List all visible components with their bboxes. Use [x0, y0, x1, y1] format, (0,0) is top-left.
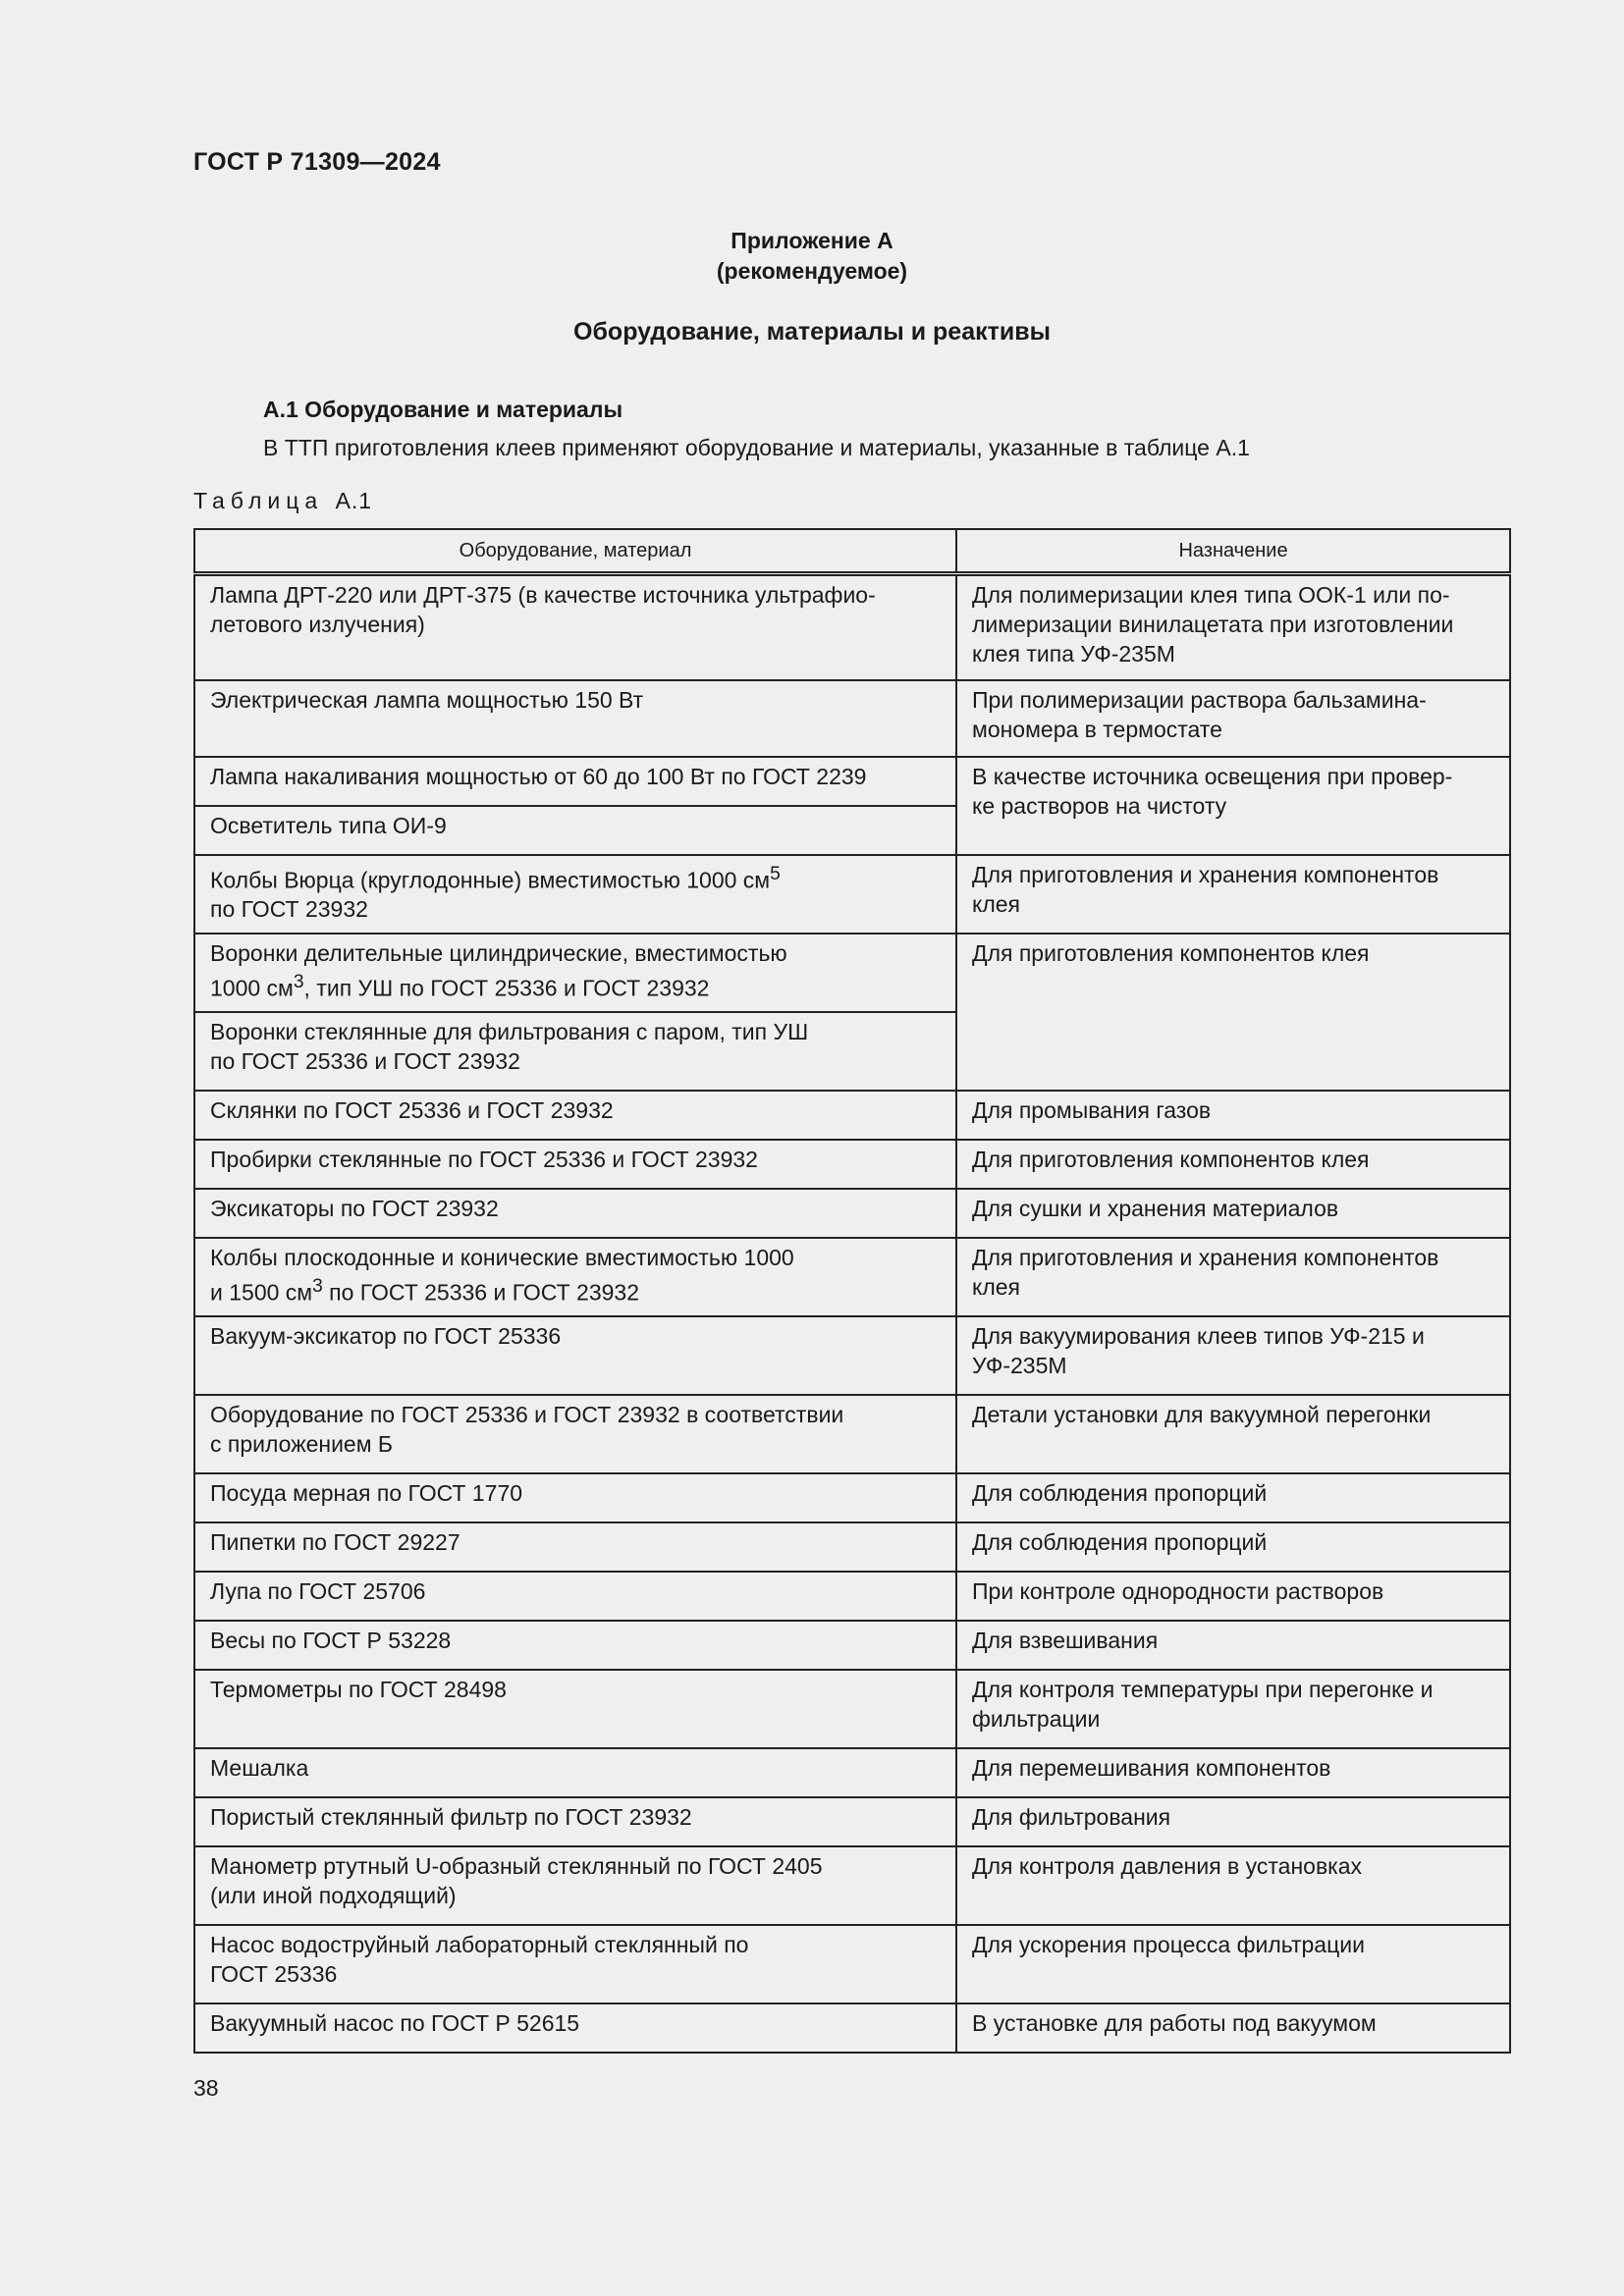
equipment-cell: Пробирки стеклянные по ГОСТ 25336 и ГОСТ 23932 [194, 1140, 956, 1189]
table-caption [193, 488, 372, 514]
equipment-cell: Насос водоструйный лабораторный стеклянный по ГОСТ 25336 [194, 1925, 956, 2003]
table-row [194, 1925, 1510, 2003]
equipment-cell: Мешалка [194, 1748, 956, 1797]
purpose-cell: Для взвешивания [956, 1621, 1510, 1670]
table-caption-word: Таблица [193, 488, 324, 513]
equipment-cell: Весы по ГОСТ Р 53228 [194, 1621, 956, 1670]
table-row [194, 1091, 1510, 1140]
equipment-text: Колбы Вюрца (круглодонные) вместимостью 1000 см [210, 867, 771, 893]
table-row [194, 934, 1510, 1012]
equipment-text-cont: по ГОСТ 25336 и ГОСТ 23932 [322, 1279, 640, 1306]
equipment-cell: Лупа по ГОСТ 25706 [194, 1572, 956, 1621]
table-row [194, 757, 1510, 806]
purpose-cell: Для контроля температуры при перегонке и фильтрации [956, 1670, 1510, 1748]
equipment-cell: Воронки стеклянные для фильтрования с паром, тип УШ по ГОСТ 25336 и ГОСТ 23932 [194, 1012, 956, 1091]
purpose-cell: Для промывания газов [956, 1091, 1510, 1140]
purpose-cell: Для перемешивания компонентов [956, 1748, 1510, 1797]
purpose-cell: При полимеризации раствора бальзамина- мономера в термостате [956, 680, 1510, 757]
table-row [194, 1670, 1510, 1748]
equipment-cell [194, 855, 956, 934]
table-row [194, 574, 1510, 680]
equipment-cell: Лампа ДРТ-220 или ДРТ-375 (в качестве источника ультрафио- летового излучения) [194, 574, 956, 680]
purpose-cell: Для контроля давления в установках [956, 1846, 1510, 1925]
purpose-cell: Для приготовления компонентов клея [956, 1140, 1510, 1189]
equipment-cell: Вакуум-эксикатор по ГОСТ 25336 [194, 1316, 956, 1395]
column-header-equipment: Оборудование, материал [194, 529, 956, 574]
table-row [194, 1797, 1510, 1846]
equipment-cell: Термометры по ГОСТ 28498 [194, 1670, 956, 1748]
table-header-row [194, 529, 1510, 574]
table-row [194, 1238, 1510, 1316]
table-row [194, 1846, 1510, 1925]
table-row [194, 855, 1510, 934]
appendix-title: Приложение А [731, 228, 893, 253]
table-caption-number: А.1 [335, 488, 373, 513]
equipment-cell [194, 934, 956, 1012]
purpose-cell: Для соблюдения пропорций [956, 1473, 1510, 1522]
subsection-title: А.1 Оборудование и материалы [263, 397, 623, 422]
superscript: 5 [770, 863, 781, 884]
equipment-text: Воронки делительные цилиндрические, вместимостью 1000 см [210, 939, 787, 1001]
appendix-subtitle: (рекомендуемое) [716, 258, 908, 284]
intro-paragraph: В ТТП приготовления клеев применяют оборудование и материалы, указанные в таблице А.1 [263, 435, 1250, 460]
table-row [194, 1140, 1510, 1189]
table-row [194, 680, 1510, 757]
table-row [194, 1748, 1510, 1797]
purpose-cell: Для приготовления и хранения компонентов клея [956, 1238, 1510, 1316]
equipment-cell: Пористый стеклянный фильтр по ГОСТ 23932 [194, 1797, 956, 1846]
purpose-cell: Для соблюдения пропорций [956, 1522, 1510, 1572]
table-row [194, 1395, 1510, 1473]
table-row [194, 1522, 1510, 1572]
equipment-cell: Манометр ртутный U-образный стеклянный по ГОСТ 2405 (или иной подходящий) [194, 1846, 956, 1925]
table-row [194, 1189, 1510, 1238]
equipment-cell: Эксикаторы по ГОСТ 23932 [194, 1189, 956, 1238]
equipment-cell: Вакуумный насос по ГОСТ Р 52615 [194, 2003, 956, 2053]
purpose-cell: Для фильтрования [956, 1797, 1510, 1846]
equipment-text-cont: , тип УШ по ГОСТ 25336 и ГОСТ 23932 [303, 975, 710, 1001]
column-header-purpose: Назначение [956, 529, 1510, 574]
section-title: Оборудование, материалы и реактивы [573, 318, 1051, 346]
equipment-cell [194, 1238, 956, 1316]
purpose-cell: Для сушки и хранения материалов [956, 1189, 1510, 1238]
appendix-heading [0, 226, 1624, 287]
table-row [194, 1316, 1510, 1395]
purpose-cell: При контроле однородности растворов [956, 1572, 1510, 1621]
purpose-cell: Для приготовления и хранения компонентов клея [956, 855, 1510, 934]
purpose-cell: Детали установки для вакуумной перегонки [956, 1395, 1510, 1473]
purpose-cell: В качестве источника освещения при провер- ке растворов на чистоту [956, 757, 1510, 855]
table-row [194, 1473, 1510, 1522]
equipment-table [193, 528, 1511, 2054]
purpose-cell: Для ускорения процесса фильтрации [956, 1925, 1510, 2003]
table-row [194, 2003, 1510, 2053]
superscript: 3 [293, 971, 304, 992]
document-code: ГОСТ Р 71309—2024 [193, 148, 441, 176]
equipment-text: Колбы плоскодонные и конические вместимостью 1000 и 1500 см [210, 1244, 794, 1306]
equipment-cell: Осветитель типа ОИ-9 [194, 806, 956, 855]
equipment-cell: Лампа накаливания мощностью от 60 до 100 Вт по ГОСТ 2239 [194, 757, 956, 806]
equipment-cell: Посуда мерная по ГОСТ 1770 [194, 1473, 956, 1522]
purpose-cell: Для полимеризации клея типа ООК-1 или по- лимеризации винилацетата при изготовлении клея типа УФ-235М [956, 574, 1510, 680]
purpose-cell: Для вакуумирования клеев типов УФ-215 и УФ-235М [956, 1316, 1510, 1395]
equipment-cell: Электрическая лампа мощностью 150 Вт [194, 680, 956, 757]
equipment-cell: Пипетки по ГОСТ 29227 [194, 1522, 956, 1572]
page-number: 38 [193, 2075, 219, 2101]
table-row [194, 1621, 1510, 1670]
superscript: 3 [312, 1275, 323, 1297]
table-row [194, 1572, 1510, 1621]
equipment-text-cont: по ГОСТ 23932 [210, 896, 368, 923]
equipment-cell: Склянки по ГОСТ 25336 и ГОСТ 23932 [194, 1091, 956, 1140]
purpose-cell: Для приготовления компонентов клея [956, 934, 1510, 1091]
purpose-cell: В установке для работы под вакуумом [956, 2003, 1510, 2053]
equipment-cell: Оборудование по ГОСТ 25336 и ГОСТ 23932 в соответствии с приложением Б [194, 1395, 956, 1473]
